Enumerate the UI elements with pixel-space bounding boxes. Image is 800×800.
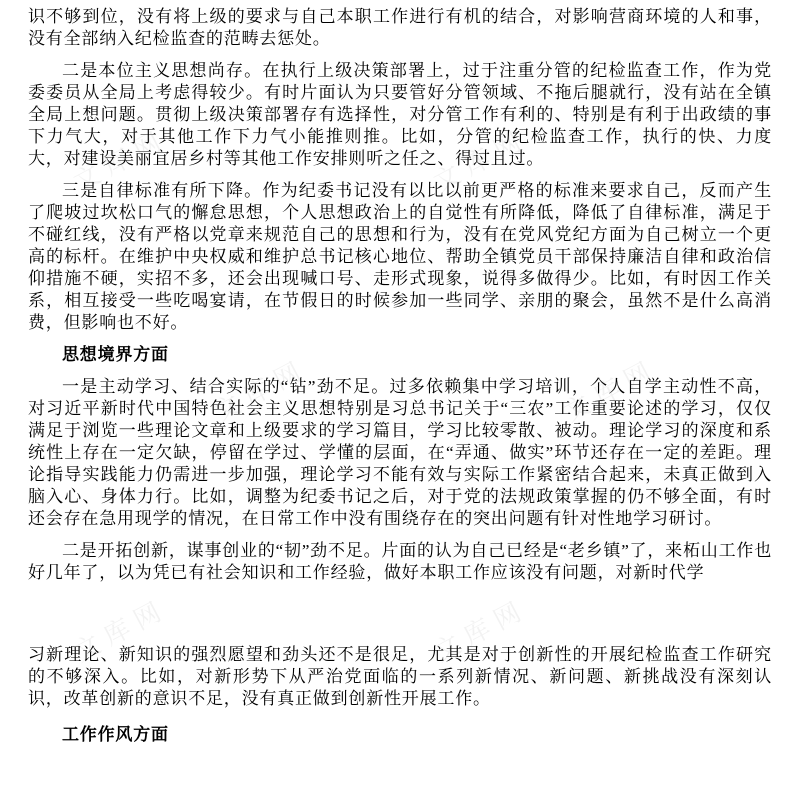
paragraph: 习新理论、新知识的强烈愿望和劲头还不是很足，尤其是对于创新性的开展纪检监查工作研究的不够深入。比如，对新形势下从严治党面临的一系列新情况、新问题、新挑战没有深刻认识，改革创新的意识不足，没有真正做到创新性开展工作。 bbox=[28, 645, 772, 708]
watermark: 文库网 bbox=[428, 593, 533, 668]
watermark: 文库网 bbox=[68, 123, 173, 198]
watermark: 文库网 bbox=[428, 123, 533, 198]
paragraph: 二是开拓创新，谋事创业的“韧”劲不足。片面的认为自己已经是“老乡镇”了，来柘山工作也好几年了，以为凭已有社会知识和工作经验，做好本职工作应该没有问题，对新时代学 bbox=[28, 541, 772, 582]
paragraph: 二是本位主义思想尚存。在执行上级决策部署上，过于注重分管的纪检监查工作，作为党委委员从全局上考虑得较少。有时片面认为只要管好分管领域、不拖后腿就行，没有站在全镇全局上想问题。贯彻上级决策部署存有选择性，对分管工作有利的、特别是有利于出政绩的事下力气大，对于其他工作下力气小能推则推。比如，分管的纪检监查工作，执行的快、力度大，对建设美丽宜居乡村等其他工作安排则听之任之、得过且过。 bbox=[28, 61, 772, 168]
paragraph: 三是自律标准有所下降。作为纪委书记没有以比以前更严格的标准来要求自己，反而产生了爬坡过坎松口气的懈怠思想，个人思想政治上的自觉性有所降低，降低了自律标准，满足于不碰红线，没有严格以党章来规范自己的思想和行为，没有在党风党纪方面为自己树立一个更高的标杆。在维护中央权威和维护总书记核心地位、帮助全镇党员干部保持廉洁自律和政治信仰措施不硬，实招不多，还会出现喊口号、走形式现象，说得多做得少。比如，有时因工作关系，相互接受一些吃喝宴请，在节假日的时候参加一些同学、亲朋的聚会，虽然不是什么高消费，但影响也不好。 bbox=[28, 181, 772, 332]
section-heading: 工作作风方面 bbox=[62, 725, 169, 744]
watermark: 文库网 bbox=[558, 353, 663, 428]
paragraph: 一是主动学习、结合实际的“钻”劲不足。过多依赖集中学习培训，个人自学主动性不高，对习近平新时代中国特色社会主义思想特别是习总书记关于“三农”工作重要论述的学习，仅仅满足于浏览一些理论文章和上级要求的学习篇目，学习比较零散、被动。理论学习的深度和系统性上存在一定欠缺，停留在学过、学懂的层面，在“弄通、做实”环节还存在一定的差距。理论指导实践能力仍需进一步加强，理论学习不能有效与实际工作紧密结合起来，未真正做到入脑入心、身体力行。比如，调整为纪委书记之后，对于党的法规政策掌握的仍不够全面，有时还会存在急用现学的情况，在日常工作中没有围绕存在的突出问题有针对性地学习研讨。 bbox=[28, 377, 772, 528]
paragraph: 识不够到位，没有将上级的要求与自己本职工作进行有机的结合，对影响营商环境的人和事，没有全部纳入纪检监查的范畴去惩处。 bbox=[28, 7, 772, 48]
watermark: 文库网 bbox=[208, 353, 313, 428]
page-break-gap bbox=[28, 594, 772, 644]
section-heading: 思想境界方面 bbox=[62, 345, 169, 364]
watermark: 文库网 bbox=[68, 593, 173, 668]
